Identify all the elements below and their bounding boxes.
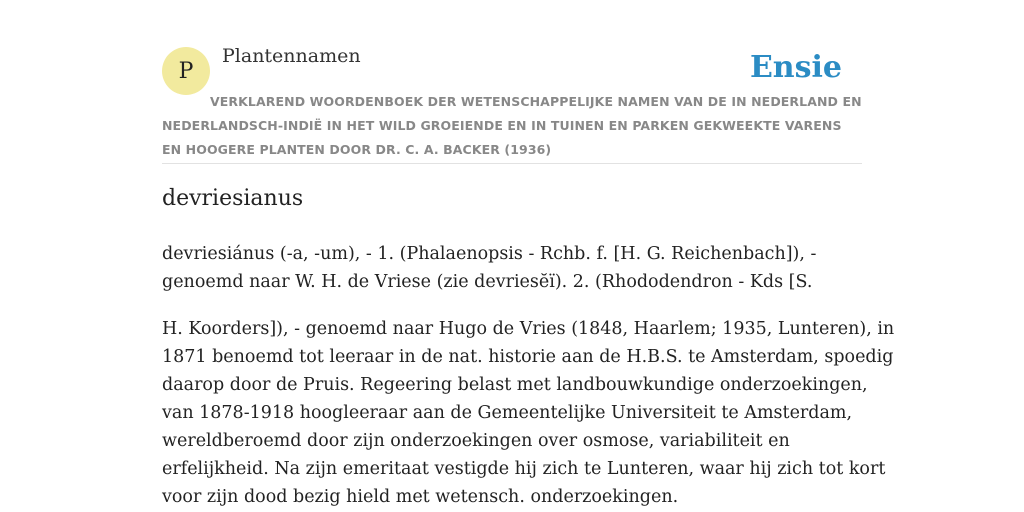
entry-paragraph-1 — [162, 240, 862, 296]
entry-headword: devriesianus — [162, 186, 304, 211]
header-divider — [162, 163, 862, 164]
paragraph-line: 1871 benoemd tot leeraar in de nat. historie aan de H.B.S. te Amsterdam, spoedig — [162, 347, 894, 367]
entry-paragraph-2 — [162, 315, 895, 511]
dictionary-name-link[interactable]: Plantennamen — [222, 45, 361, 67]
paragraph-line: wereldberoemd door zijn onderzoekingen over osmose, variabiliteit en — [162, 431, 790, 451]
paragraph-line: H. Koorders]), - genoemd naar Hugo de Vries (1848, Haarlem; 1935, Lunteren), in — [162, 319, 895, 339]
brand-logo-link[interactable]: Ensie — [749, 50, 842, 85]
paragraph-line: voor zijn dood bezig hield met wetensch. onderzoekingen. — [162, 487, 679, 507]
dictionary-avatar[interactable]: P — [162, 47, 210, 95]
paragraph-line: erfelijkheid. Na zijn emeritaat vestigde hij zich te Lunteren, waar hij zich tot kort — [162, 459, 886, 479]
dictionary-subtitle: VERKLAREND WOORDENBOEK DER WETENSCHAPPELIJKE NAMEN VAN DE IN NEDERLAND EN NEDERLANDSCH-INDIË IN HET WILD GROEIENDE EN IN TUINEN EN PARKEN GEKWEEKTE VARENS EN HOOGERE PLANTEN DOOR DR. C. A. BACKER (1936) — [162, 94, 862, 157]
paragraph-line: devriesiánus (-a, -um), - 1. (Phalaenopsis - Rchb. f. [H. G. Reichenbach]), - — [162, 244, 817, 264]
paragraph-line: daarop door de Pruis. Regeering belast met landbouwkundige onderzoekingen, — [162, 375, 868, 395]
paragraph-line: genoemd naar W. H. de Vriese (zie devriesĕï). 2. (Rhododendron - Kds [S. — [162, 272, 813, 292]
paragraph-line: van 1878-1918 hoogleeraar aan de Gemeentelijke Universiteit te Amsterdam, — [162, 403, 853, 423]
